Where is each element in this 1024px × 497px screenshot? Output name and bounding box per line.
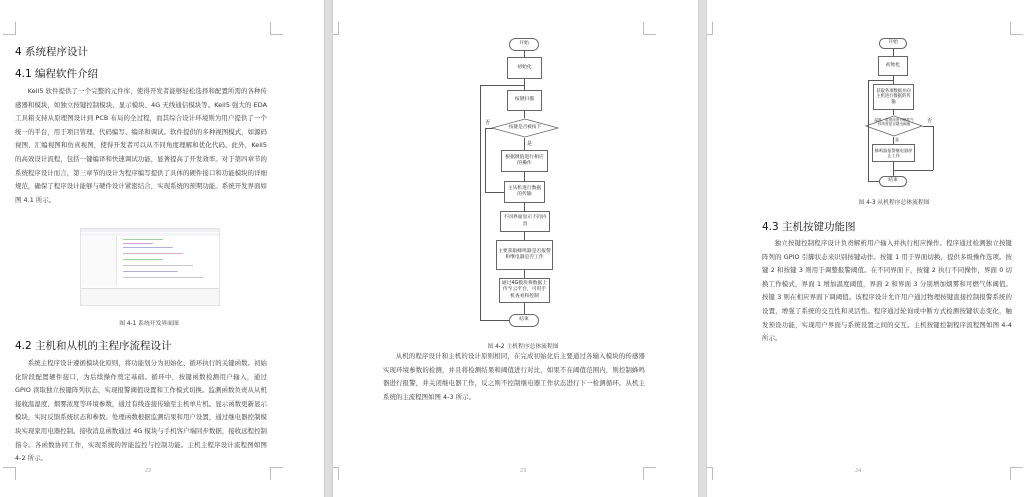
margin-corner-mark [333,467,339,480]
page-gap [324,0,333,497]
document-page-23 [333,0,698,497]
ide-build-output [81,288,219,305]
flow-start: 开始 [879,38,907,49]
ide-project-tree [82,236,117,286]
section-4-2-paragraph: 系统主程序设计遵循模块化原则，将功能划分为初始化、循环执行的关键函数。初始化阶段配置硬件接口，为后续操作奠定基础。循环中，按键函数检测用户输入，通过 GPIO 读取独立按键阵列状态，实现报警阈值设置和工作模式切换。监测函数负责从从机接收温湿度、烟雾浓度等环境参数，通过有线连接传输至主机单片机。显示函数更新显示模块，实时反馈系统状态和参数。处理函数根据监测结果和用户设置，通过继电器控制模块实现家用电器控制。接收消息函数通过 4G 模块与手机客户端同步数据，接收远程控制指令。各函数协同工作，实现系统的智能监控与控制功能。主机主程序设计流程图如图 4-2 所示。 [15,359,267,463]
margin-corner-mark [3,22,16,35]
figure-4-2-caption: 图 4-2 主机程序总体流程图 [487,344,559,350]
section-heading-4-1: 4.1 编程软件介绍 [15,68,99,80]
flow-end: 结束 [509,314,539,327]
section-heading-4-2: 4.2 主机和从机的主程序流程设计 [15,340,172,352]
keil-ide-screenshot-figure [80,228,220,306]
flow-read-transfer: 获取各项数据并向主机进行数据的传输 [873,84,914,110]
flow-display: 不同界面显示不同内容 [500,211,550,232]
flowchart-4-2 [333,0,698,330]
flow-init: 初始化 [878,56,908,76]
flow-decision-text: 按键是否被按下 [508,125,542,130]
flow-buzzer-alarm: 蜂鸣器报警继电器停止工作 [872,144,915,162]
page-gap [698,0,707,497]
section-heading-4-3: 4.3 主机按键功能图 [762,221,856,233]
page-number: 24 [855,468,862,474]
margin-corner-mark [270,22,283,35]
margin-corner-mark [1010,467,1023,480]
flow-end: 结束 [879,176,907,187]
flow-start: 开始 [509,38,539,51]
flow-yes-label: 是 [527,141,533,147]
document-page-24 [707,0,1024,497]
flow-key-scan: 按键扫描 [507,90,542,111]
flow-data-transfer: 主从机进行数据的传输 [504,181,545,203]
flow-4g-upload: 通过4G模块将数据上传至云平台，可用手机查看和控制 [499,278,550,303]
flow-no-label: 否 [485,120,491,126]
flowchart-4-3 [707,0,1024,200]
flow-key-action: 根据键值进行相应的操作 [501,150,548,172]
flow-decision-text: 温度、湿度浓度可燃性气体浓度是否超出阈值 [874,118,914,127]
figure-4-1-caption: 图 4-1 系统开发界面图 [119,321,179,327]
flow-init: 初始化 [507,57,542,79]
section-4-1-paragraph: Keil5 软件提供了一个完整的元件库，使得开发者能够轻松选择和配置所需的各种传感器和模块，如独立按键控制模块、显示模块、4G 无线通信模块等。Keil5 强大的 EDA 工具箱支持从原理图设计到 PCB 布局的全过程，而其综合设计环境则为用户提供了一个统一的平台，用于项目管理、代码编写、编译和调试。软件提供的多种视图模式，如源码视图、汇编视图和仿真视图，使得开发者可以从不同角度理解和优化代码。此外，Keil5 的高效设计流程，包括一键编译和快速调试功能，显著提高了开发效率。对于第四章节的系统程序设计而言，第三章节的设计为程序编写提供了具体的硬件接口和功能模块的详细规范，确保了程序设计能够与硬件设计紧密结合，实现系统的预期功能。系统开发界面如图 4.1 所示。 [15,87,267,204]
document-page-22 [0,0,324,497]
margin-corner-mark [643,467,656,480]
figure-4-3-caption: 图 4-3 从机程序总体流程图 [858,200,930,206]
margin-corner-mark [3,467,16,480]
page-number: 23 [520,468,527,474]
ide-toolbar [81,229,219,232]
flow-alarm-relay: 主要获取蜂鸣器是否报警和继电器是否工作 [496,240,553,270]
flow-no-label: 否 [927,118,933,124]
flow-yes-label: 是 [895,137,899,142]
margin-corner-mark [270,467,283,480]
chapter-heading: 4 系统程序设计 [15,46,89,58]
slave-program-paragraph: 从机的程序设计和主机的设计原则相同，在完成初始化后主要通过各输入模块的传感器实现环境参数的检测，并且将检测结果和阈值进行对比，如果不在阈值范围内，则控制蜂鸣器进行报警，并关闭继电器工作，反之则不控制继电器工作状态进行下一检测循环。从机主系统的主流程图如图 4-3 所示。 [383,352,645,401]
page-number: 22 [145,468,152,474]
section-4-3-paragraph: 独立按键控制程序设计负责解析用户输入并执行相应操作。程序通过检测独立按键阵列的 GPIO 引脚状态来识别按键动作。按键 1 用于界面切换，提供多级操作选项。按键 2 和按键 3 则用于调整报警阈值。在不同界面下，按键 2 执行不同操作，界面 0 切换工作模式，界面 1 增加温度阈值，界面 2 和界面 3 分别增加烟雾和可燃气体阈值。按键 3 则在相应界面下调阈值。该程序设计允许用户通过物理按键直接控制报警系统的设置，增强了系统的交互性和灵活性。程序通过轮询或中断方式检测按键状态变化，触发预设功能，实现用户界面与系统设置之间的交互。主机按键控制程序流程图如图 4-4 所示。 [762,239,1012,343]
margin-corner-mark [707,467,713,480]
